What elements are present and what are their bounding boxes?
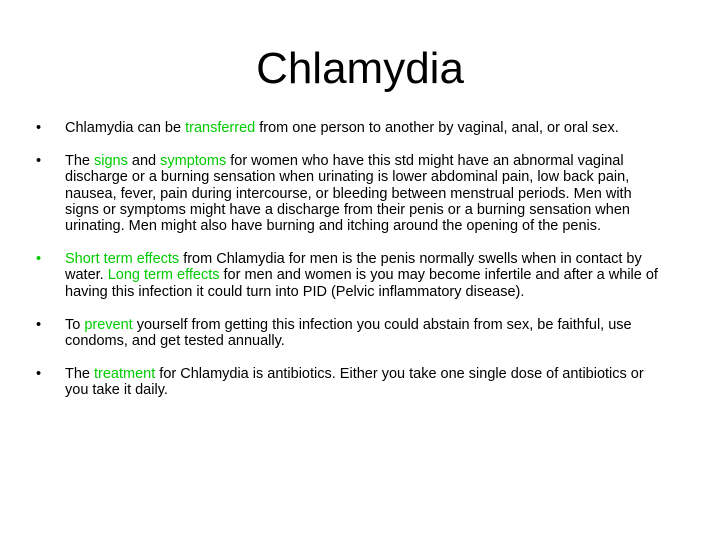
text-segment: yourself from getting this infection you could abstain from sex, be faithful, use condoms, and get tested annually.: [65, 316, 632, 350]
highlighted-term: signs: [94, 153, 128, 170]
highlighted-term: treatment: [94, 366, 156, 383]
bullet-marker: •: [36, 153, 42, 170]
bullet-list: [36, 120, 668, 416]
text-segment: To: [65, 316, 85, 333]
text-segment: The: [65, 366, 95, 383]
highlighted-term: Short term effects: [65, 251, 180, 268]
text-segment: Chlamydia can be: [65, 120, 186, 136]
highlighted-term: transferred: [185, 120, 256, 136]
highlighted-term: prevent: [84, 316, 133, 333]
bullet-text: [65, 366, 644, 398]
text-segment: for Chlamydia is antibiotics. Either you take one single dose of antibiotics or you take it daily.: [65, 366, 644, 399]
bullet-marker: •: [36, 251, 42, 268]
text-segment: from one person to another by vaginal, anal, or oral sex.: [255, 120, 619, 136]
text-segment: and: [127, 153, 161, 170]
slide-title: Chlamydia: [256, 44, 464, 93]
bullet-text: [65, 153, 632, 234]
bullet-text: [65, 251, 658, 299]
highlighted-term: Long term effects: [107, 267, 220, 284]
text-segment: from Chlamydia for men is the penis normally swells when in contact by water.: [65, 251, 642, 284]
bullet-marker: •: [36, 366, 42, 383]
bullet-text: [65, 120, 619, 136]
bullet-item: [36, 366, 668, 398]
text-segment: The: [65, 153, 95, 170]
bullet-item: [36, 251, 668, 300]
bullet-text: [65, 317, 632, 349]
bullet-item: [36, 317, 668, 349]
bullet-marker: •: [36, 316, 42, 333]
text-segment: for women who have this std might have an abnormal vaginal discharge or a burning sensation when urinating is lower abdominal pain, low back pain, nausea, fever, pain during intercourse, or bleeding between menstrual periods. Men with signs or symptoms might have a discharge from their penis or a burning sensation when urinating. Men might also have burning and itching around the opening of the penis.: [65, 153, 632, 235]
bullet-item: [36, 120, 668, 136]
highlighted-term: symptoms: [160, 153, 227, 170]
text-segment: for men and women is you may become infertile and after a while of having this infection it could turn into PID (Pelvic inflammatory disease).: [65, 267, 658, 300]
bullet-item: [36, 153, 668, 234]
bullet-marker: •: [36, 120, 42, 136]
